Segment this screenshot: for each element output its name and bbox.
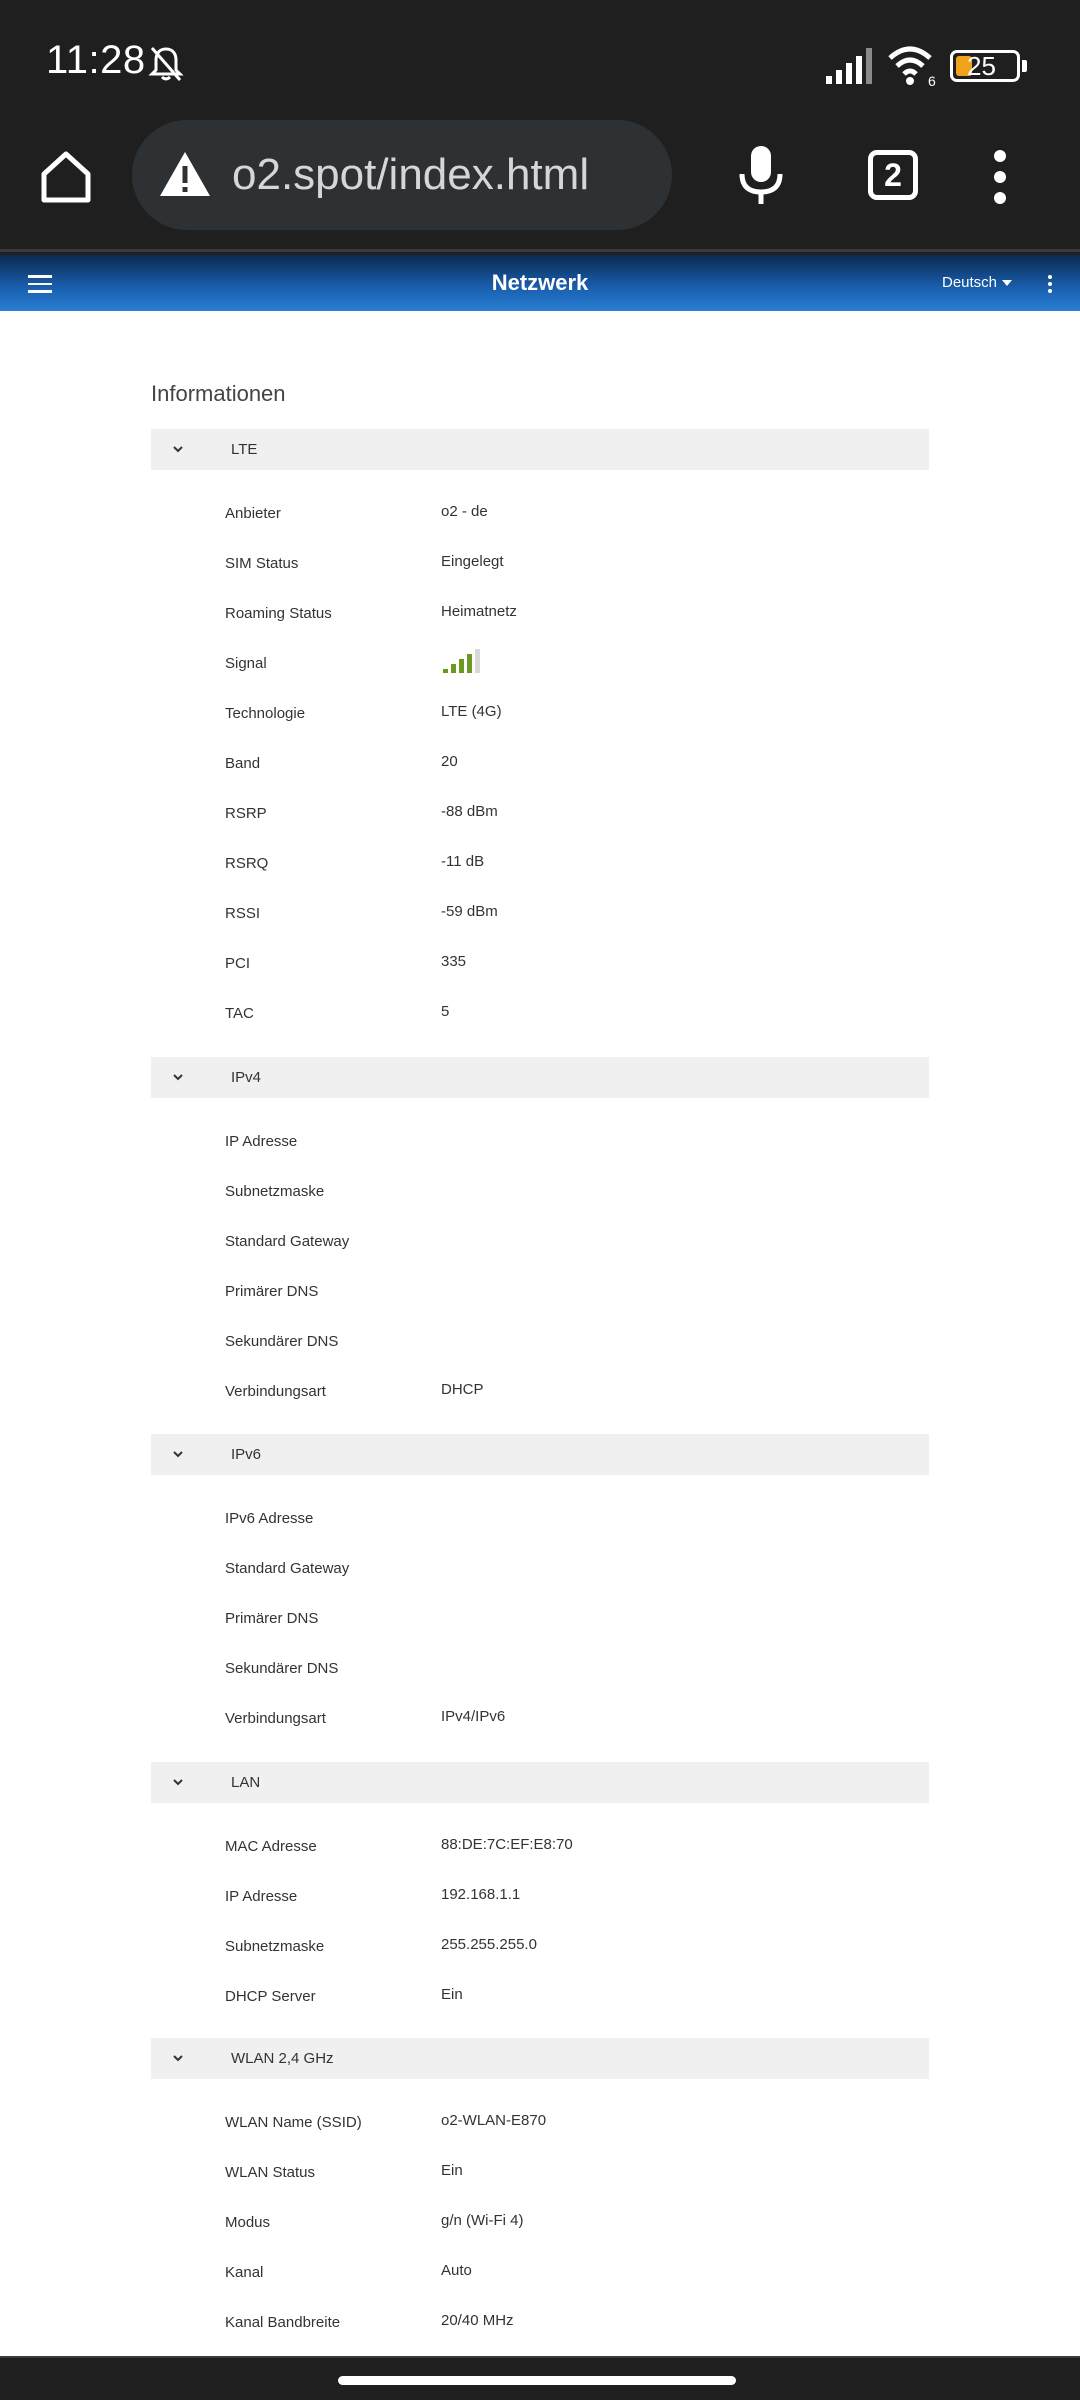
- row-value: Ein: [441, 2162, 463, 2179]
- row-label: TAC: [225, 1005, 254, 1022]
- language-dropdown[interactable]: [942, 274, 1012, 291]
- app-header: [0, 255, 1080, 311]
- chevron-down-icon: [171, 1070, 185, 1084]
- home-icon[interactable]: [36, 146, 96, 206]
- row-value: LTE (4G): [441, 703, 502, 720]
- section-title: IPv4: [231, 1069, 262, 1086]
- row-value: DHCP: [441, 1381, 484, 1398]
- row-value: o2 - de: [441, 503, 488, 520]
- home-indicator[interactable]: [338, 2376, 736, 2385]
- row-label: RSRP: [225, 805, 267, 822]
- row-label: IPv6 Adresse: [225, 1510, 314, 1527]
- address-bar[interactable]: [132, 120, 672, 230]
- status-time: 11:28: [46, 38, 146, 82]
- row-value: 255.255.255.0: [441, 1936, 537, 1953]
- section-header-wlan24[interactable]: [151, 2038, 929, 2079]
- warning-icon[interactable]: [158, 150, 212, 198]
- signal-strength-icon: [443, 649, 493, 673]
- row-label: Verbindungsart: [225, 1383, 326, 1400]
- row-label: IP Adresse: [225, 1888, 298, 1905]
- wifi-6-icon: [886, 44, 940, 88]
- row-value: 20: [441, 753, 458, 770]
- row-label: DHCP Server: [225, 1988, 316, 2005]
- row-value: Ein: [441, 1986, 463, 2003]
- row-label: Kanal Bandbreite: [225, 2314, 341, 2331]
- row-value: -88 dBm: [441, 803, 498, 820]
- row-label: Sekundärer DNS: [225, 1333, 339, 1350]
- chevron-down-icon: [171, 442, 185, 456]
- section-header-lte[interactable]: [151, 429, 929, 470]
- system-nav-bar: [0, 2356, 1080, 2400]
- svg-text:6: 6: [928, 73, 936, 88]
- battery-indicator: [950, 50, 1020, 82]
- row-label: Primärer DNS: [225, 1283, 319, 1300]
- signal-bar: [451, 664, 456, 673]
- row-label: Standard Gateway: [225, 1233, 350, 1250]
- section-header-lan[interactable]: [151, 1762, 929, 1803]
- row-label: Modus: [225, 2214, 271, 2231]
- row-label: Sekundärer DNS: [225, 1660, 339, 1677]
- row-label: Anbieter: [225, 505, 281, 522]
- row-label: Band: [225, 755, 261, 772]
- url-text[interactable]: o2.spot/index.html: [232, 150, 590, 199]
- row-label: MAC Adresse: [225, 1838, 317, 1855]
- row-label: Subnetzmaske: [225, 1938, 325, 1955]
- row-label: Subnetzmaske: [225, 1183, 325, 1200]
- row-label: WLAN Status: [225, 2164, 316, 2181]
- row-label: PCI: [225, 955, 251, 972]
- row-value: Heimatnetz: [441, 603, 517, 620]
- chevron-down-icon: [171, 1775, 185, 1789]
- signal-bar: [467, 654, 472, 673]
- row-value: IPv4/IPv6: [441, 1708, 506, 1725]
- row-label: Primärer DNS: [225, 1610, 319, 1627]
- row-label: Kanal: [225, 2264, 264, 2281]
- row-value: o2-WLAN-E870: [441, 2112, 547, 2129]
- row-value: 192.168.1.1: [441, 1886, 521, 1903]
- browser-toolbar: [0, 120, 1080, 252]
- language-label[interactable]: Deutsch: [942, 274, 998, 291]
- section-title: WLAN 2,4 GHz: [231, 2050, 334, 2067]
- section-header-ipv4[interactable]: [151, 1057, 929, 1098]
- section-header-ipv6[interactable]: [151, 1434, 929, 1475]
- row-label: Standard Gateway: [225, 1560, 350, 1577]
- signal-bar: [443, 669, 448, 673]
- signal-bar: [475, 649, 480, 673]
- signal-bar: [459, 659, 464, 673]
- row-value: 20/40 MHz: [441, 2312, 514, 2329]
- cell-signal-icon: [826, 48, 878, 84]
- row-value: -59 dBm: [441, 903, 498, 920]
- chevron-down-icon: [171, 2051, 185, 2065]
- row-label: Roaming Status: [225, 605, 332, 622]
- caret-down-icon: [1002, 280, 1012, 286]
- row-value: -11 dB: [441, 853, 485, 870]
- row-value: Auto: [441, 2262, 472, 2279]
- status-bar: [0, 0, 1080, 120]
- row-value: 88:DE:7C:EF:E8:70: [441, 1836, 573, 1853]
- page-title: Informationen: [151, 381, 286, 406]
- battery-tip: [1022, 60, 1027, 72]
- content-area: [0, 311, 1080, 2356]
- row-label: RSRQ: [225, 855, 269, 872]
- row-value: 335: [441, 953, 467, 970]
- battery-level: 25: [967, 51, 996, 81]
- row-label: Signal: [225, 655, 267, 672]
- header-menu-icon[interactable]: [1048, 275, 1054, 296]
- chevron-down-icon: [171, 1447, 185, 1461]
- microphone-icon[interactable]: [736, 144, 786, 208]
- tab-switcher-button[interactable]: 2: [868, 150, 918, 200]
- section-title: LAN: [231, 1774, 261, 1791]
- row-label: RSSI: [225, 905, 261, 922]
- bell-off-icon: [146, 44, 186, 84]
- browser-menu-icon[interactable]: [990, 150, 1010, 204]
- row-label: Technologie: [225, 705, 306, 722]
- section-title: IPv6: [231, 1446, 262, 1463]
- row-value: 5: [441, 1003, 450, 1020]
- row-value: Eingelegt: [441, 553, 504, 570]
- row-label: Verbindungsart: [225, 1710, 326, 1727]
- page-header-title: Netzwerk: [491, 270, 589, 295]
- row-label: SIM Status: [225, 555, 299, 572]
- section-title: LTE: [231, 441, 258, 458]
- row-label: WLAN Name (SSID): [225, 2114, 362, 2131]
- row-value: g/n (Wi-Fi 4): [441, 2212, 524, 2229]
- row-label: IP Adresse: [225, 1133, 298, 1150]
